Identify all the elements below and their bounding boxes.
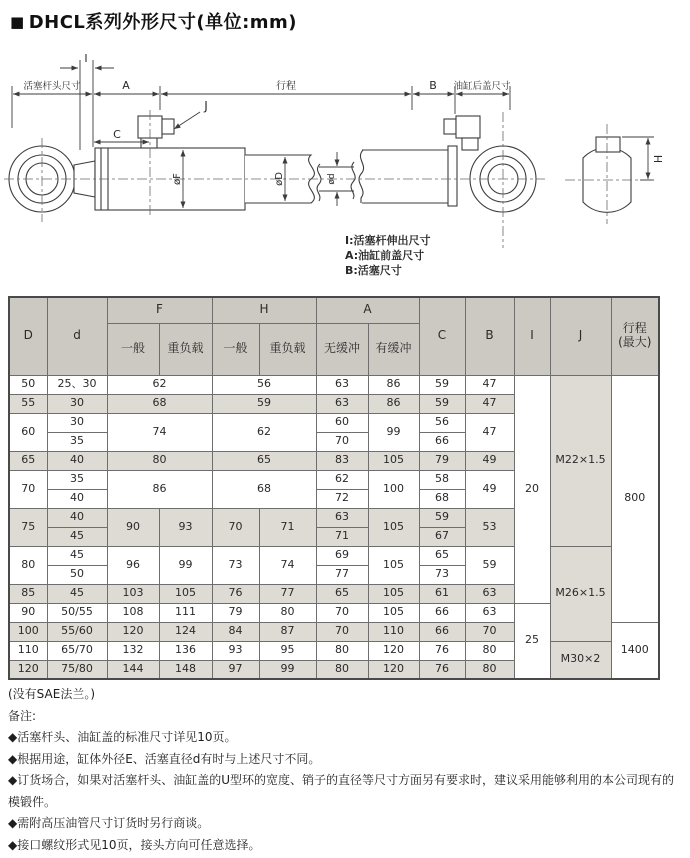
cell: 80 [316,641,368,660]
col-header-I: I [514,297,550,375]
cell: 77 [316,565,368,584]
cell: 136 [159,641,212,660]
cell: 99 [159,546,212,584]
stroke-label-line2: (最大) [618,335,652,350]
cell: 45 [47,584,107,603]
col-header-A-cushion: 有缓冲 [368,323,419,375]
cell: 55/60 [47,622,107,641]
cell: M22×1.5 [550,375,611,546]
dim-label-c: C [113,128,121,141]
col-header-F-heavy: 重负载 [159,323,212,375]
table-row [9,641,659,660]
cell: 65 [419,546,465,565]
cell: 70 [465,622,514,641]
cell: 56 [419,413,465,432]
cell: 40 [47,508,107,527]
cell: 144 [107,660,159,679]
cell: 59 [212,394,316,413]
cell: 63 [465,603,514,622]
dim-label-b: B [429,79,437,92]
page-title-text: DHCL系列外形尺寸(单位:mm) [28,12,298,33]
cell: M30×2 [550,641,611,679]
legend-line-i: I:活塞杆伸出尺寸 [345,234,431,247]
cell: 65 [9,451,47,470]
table-row [9,546,659,565]
cell: 63 [465,584,514,603]
cell: 25 [514,603,550,679]
cell: 75 [9,508,47,546]
note-bullet: ◆活塞杆头、油缸盖的标准尺寸详见10页。 [8,730,237,744]
table-header [9,297,659,375]
cell: 30 [47,394,107,413]
cell: 74 [107,413,212,451]
dim-label-h: H [652,154,665,164]
cell: 72 [316,489,368,508]
cell: 58 [419,470,465,489]
cell: 800 [611,375,659,622]
cell: 80 [465,660,514,679]
cell: 65 [316,584,368,603]
cell: 80 [316,660,368,679]
col-header-stroke [611,297,659,375]
col-header-d: d [47,297,107,375]
cell: 49 [465,451,514,470]
cell: 83 [316,451,368,470]
cell: 63 [316,375,368,394]
note-bullet: ◆接口螺纹形式见10页，接头方向可任意选择。 [8,837,261,852]
cell: 68 [212,470,316,508]
cell: 50/55 [47,603,107,622]
cell: 148 [159,660,212,679]
cell: 47 [465,375,514,394]
stroke-label-line1: 行程 [622,321,647,336]
cell: 70 [212,508,259,546]
col-header-H: H [212,297,316,323]
cell: 86 [368,375,419,394]
cell: 79 [419,451,465,470]
cell: 105 [159,584,212,603]
cell: 76 [419,660,465,679]
footnotes [8,684,684,856]
cell: 86 [107,470,212,508]
cell: 68 [419,489,465,508]
cell: 105 [368,508,419,546]
cell: 105 [368,451,419,470]
cell: 35 [47,432,107,451]
col-header-A-nocushion: 无缓冲 [316,323,368,375]
cell: 62 [212,413,316,451]
cell: 95 [259,641,316,660]
col-header-H-general: 一般 [212,323,259,375]
cell: 120 [9,660,47,679]
dim-label-dia-f: øF [172,173,183,185]
cell: 77 [259,584,316,603]
cell: 76 [419,641,465,660]
cell: 99 [259,660,316,679]
cell: 59 [465,546,514,584]
cell: 60 [316,413,368,432]
cell: 110 [9,641,47,660]
cell: 105 [368,546,419,584]
dim-label-a: A [122,79,130,92]
cell: 108 [107,603,159,622]
diagram-legend [345,233,431,277]
dim-label-dia-d: øD [274,172,285,186]
cell: 120 [368,641,419,660]
table-row [9,375,659,394]
cell: 70 [316,622,368,641]
cell: 73 [212,546,259,584]
cell: 62 [316,470,368,489]
dim-label-rod-head: 活塞杆头尺寸 [23,81,81,92]
legend-line-b: B:活塞尺寸 [345,264,402,277]
cell: 124 [159,622,212,641]
cell: 96 [107,546,159,584]
cell: 79 [212,603,259,622]
cell: 45 [47,546,107,565]
col-header-H-heavy: 重负载 [259,323,316,375]
cell: 80 [107,451,212,470]
cell: 55 [9,394,47,413]
cell: 59 [419,375,465,394]
cell: 76 [212,584,259,603]
cell: 53 [465,508,514,546]
cell: 30 [47,413,107,432]
note-bullet: ◆订货场合，如果对活塞杆头、油缸盖的U型环的宽度、销子的直径等尺寸方面另有要求时，建议采用能够利用的本公司现有的模锻件。 [8,773,675,809]
cell: 90 [9,603,47,622]
cell: 59 [419,394,465,413]
cell: 100 [368,470,419,508]
note-bullet: ◆根据用途，缸体外径E、活塞直径d有时与上述尺寸不同。 [8,751,321,766]
cell: 74 [259,546,316,584]
note-bullet: ◆需附高压油管尺寸订货时另行商谈。 [8,816,210,830]
cylinder-dimension-diagram [0,52,690,296]
dimension-table [8,296,660,680]
cell: 65 [212,451,316,470]
cell: 40 [47,489,107,508]
cell: 49 [465,470,514,508]
cell: 63 [316,394,368,413]
cell: 100 [9,622,47,641]
cell: 20 [514,375,550,603]
dim-label-dia-d-small: ød [327,173,337,185]
cell: 132 [107,641,159,660]
cell: 80 [259,603,316,622]
cell: 59 [419,508,465,527]
square-bullet-icon: ■ [10,13,25,31]
note-remark-label: 备注: [8,708,37,723]
cell: 73 [419,565,465,584]
col-header-F: F [107,297,212,323]
dim-label-i: I [84,52,88,65]
note-no-sae: (没有SAE法兰。) [8,687,95,701]
cell: 90 [107,508,159,546]
page-title [10,8,297,34]
cell: 105 [368,584,419,603]
col-header-F-general: 一般 [107,323,159,375]
cell: 70 [316,432,368,451]
cell: 99 [368,413,419,451]
col-header-D: D [9,297,47,375]
dim-label-rear-cover: 油缸后盖尺寸 [453,81,511,92]
cell: 103 [107,584,159,603]
cell: 61 [419,584,465,603]
cell: 47 [465,394,514,413]
col-header-J: J [550,297,611,375]
cell: 70 [316,603,368,622]
cell: 93 [159,508,212,546]
dim-label-j: J [204,99,208,113]
cell: 93 [212,641,259,660]
cell: 75/80 [47,660,107,679]
header-row-groups [9,297,659,323]
cell: 50 [9,375,47,394]
cylinder-body-group [9,116,631,212]
cell: 69 [316,546,368,565]
cell: 111 [159,603,212,622]
cell: 66 [419,432,465,451]
cell: 84 [212,622,259,641]
cell: 25、30 [47,375,107,394]
cell: 1400 [611,622,659,679]
cell: 63 [316,508,368,527]
cell: 71 [259,508,316,546]
cell: 47 [465,413,514,451]
legend-line-a: A:油缸前盖尺寸 [345,249,425,262]
cell: 45 [47,527,107,546]
cell: 56 [212,375,316,394]
cell: 68 [107,394,212,413]
cylinder-diagram-svg [0,52,690,292]
cell: 60 [9,413,47,451]
cell: 35 [47,470,107,489]
cell: 120 [368,660,419,679]
cell: M26×1.5 [550,546,611,641]
cell: 85 [9,584,47,603]
cell: 80 [9,546,47,584]
table-body [9,375,659,679]
cell: 71 [316,527,368,546]
cell: 50 [47,565,107,584]
cell: 65/70 [47,641,107,660]
col-header-B: B [465,297,514,375]
cell: 87 [259,622,316,641]
col-header-A: A [316,297,419,323]
cell: 120 [107,622,159,641]
cell: 105 [368,603,419,622]
cell: 66 [419,603,465,622]
cell: 97 [212,660,259,679]
col-header-C: C [419,297,465,375]
cell: 62 [107,375,212,394]
cell: 67 [419,527,465,546]
cell: 66 [419,622,465,641]
cell: 40 [47,451,107,470]
cell: 70 [9,470,47,508]
cell: 86 [368,394,419,413]
dim-label-stroke: 行程 [276,81,296,92]
cell: 110 [368,622,419,641]
cell: 80 [465,641,514,660]
